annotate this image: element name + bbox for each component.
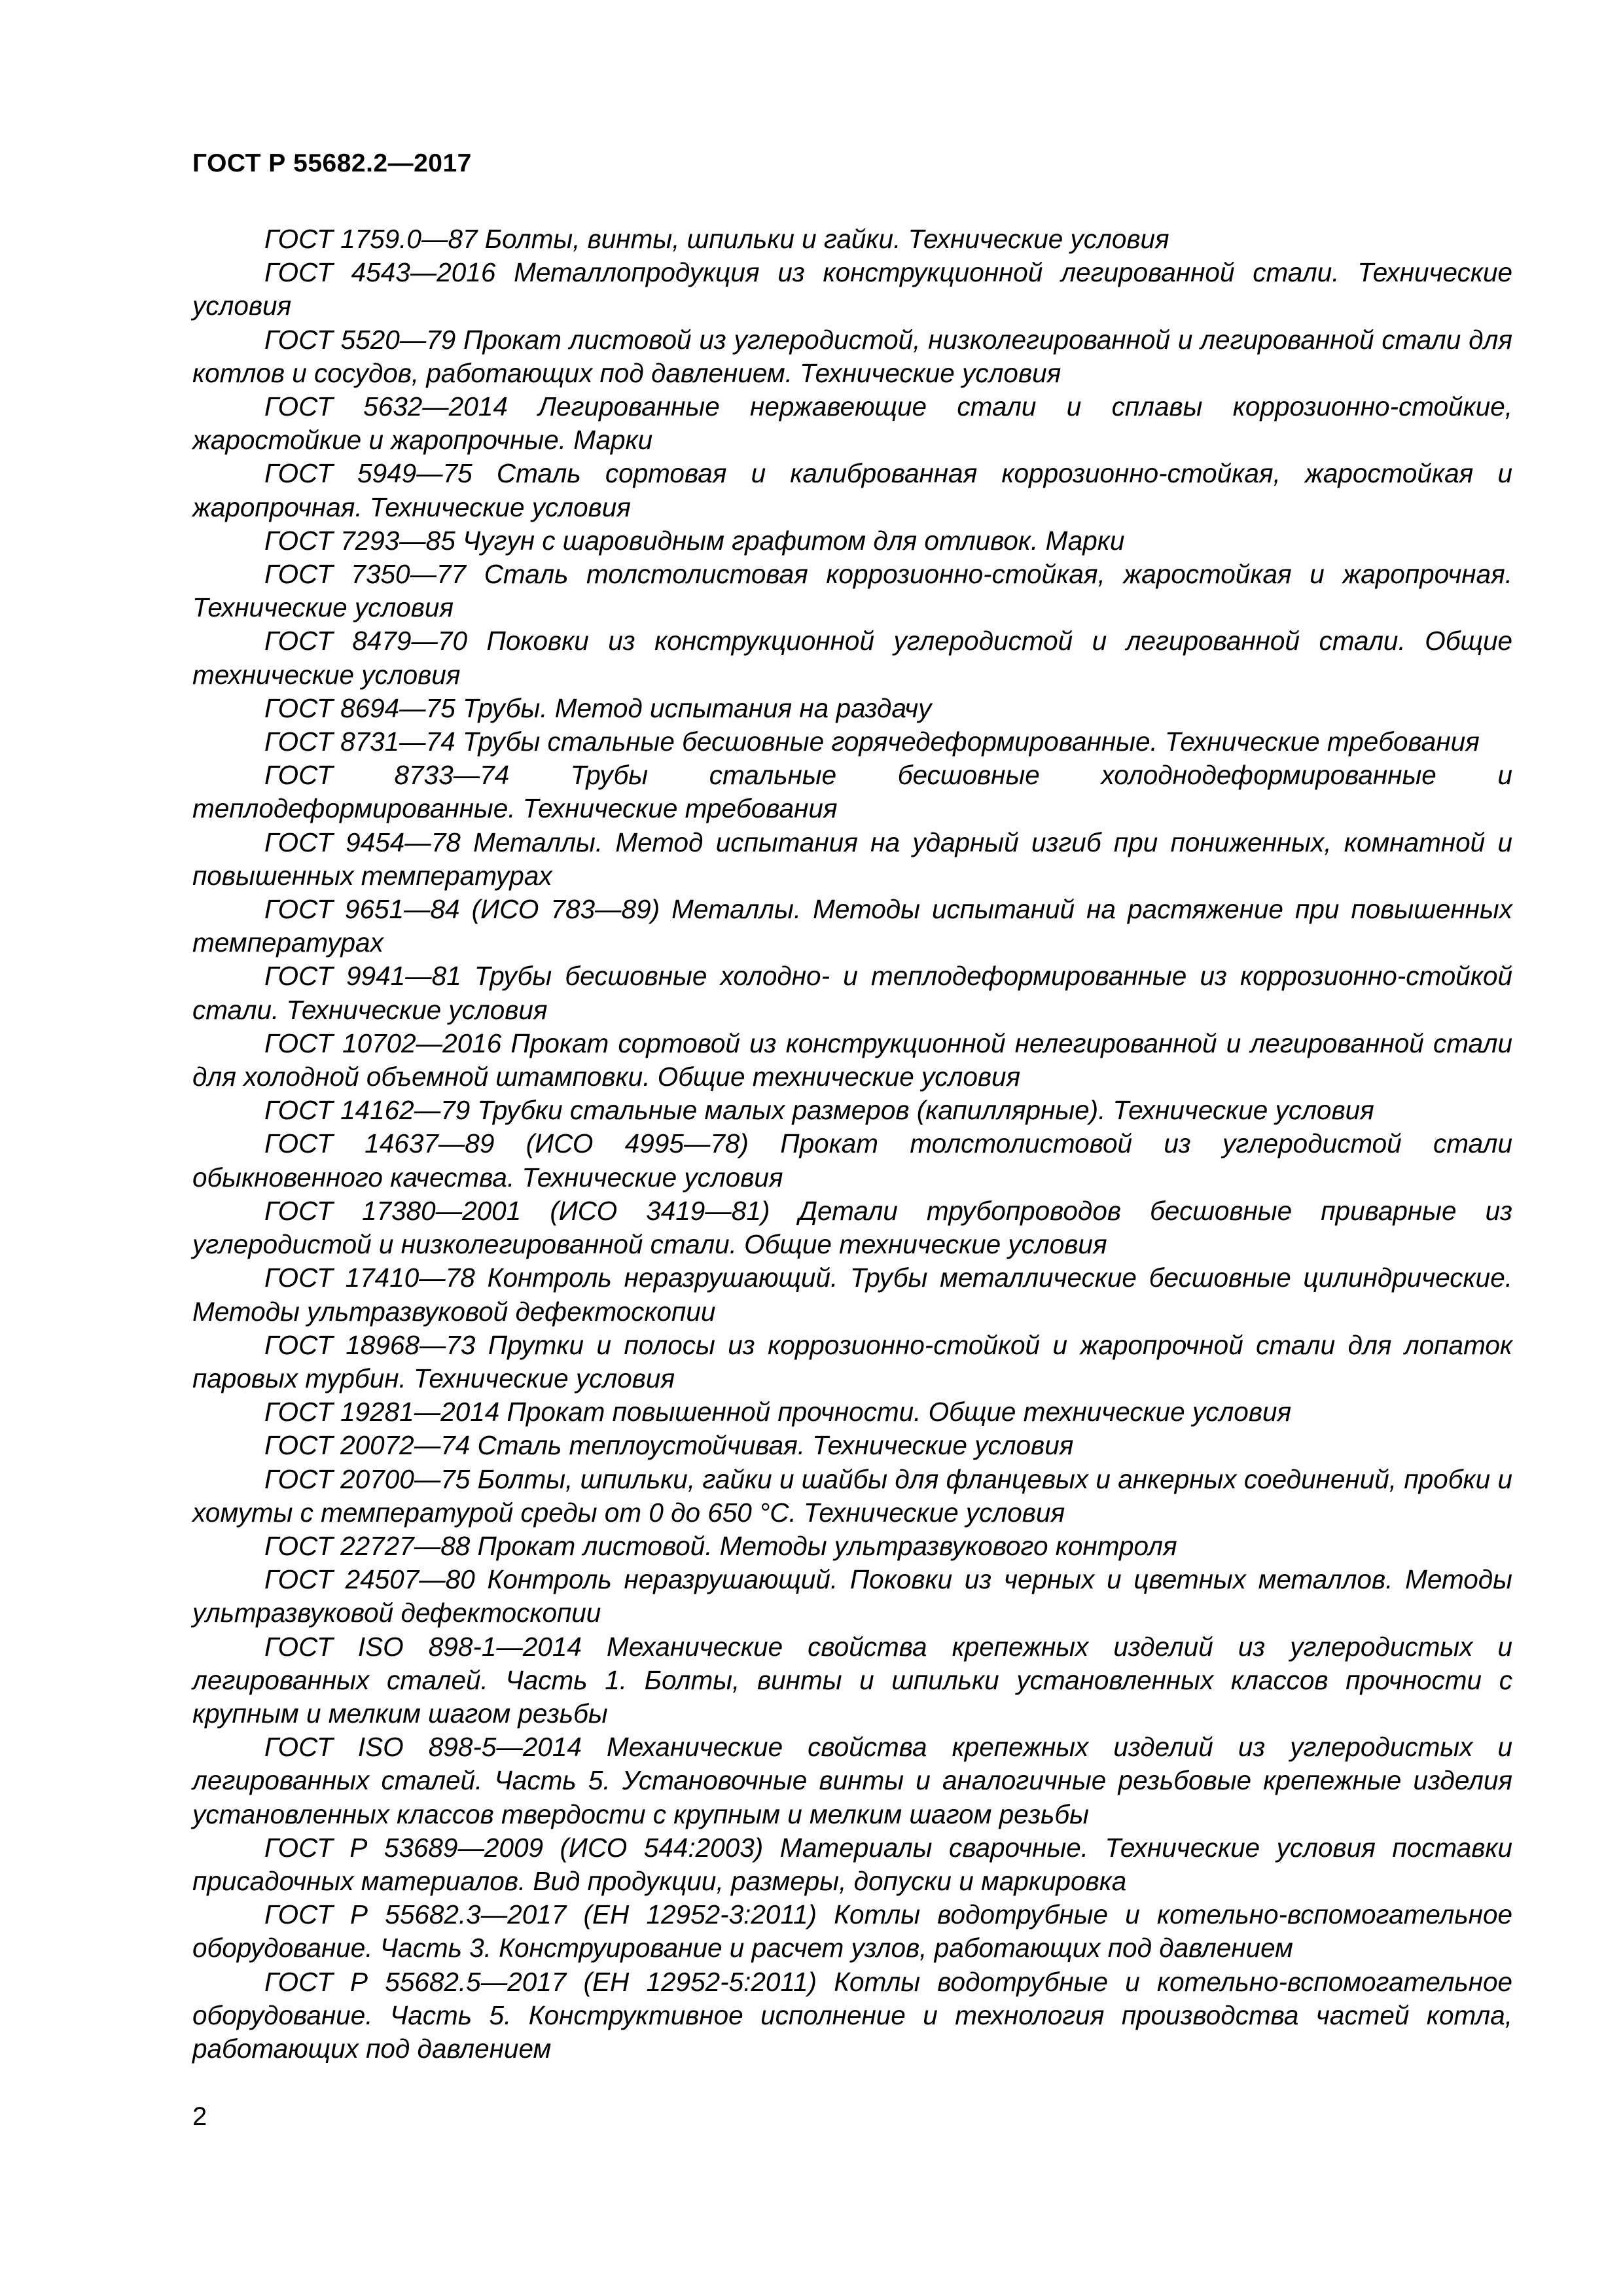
- reference-item: ГОСТ 5520—79 Прокат листовой из углеродистой, низколегированной и легированной стали для котлов и сосудов, работающих под давлением. Технические условия: [192, 324, 1512, 388]
- reference-item: ГОСТ 10702—2016 Прокат сортовой из конструкционной нелегированной и легированной стали для холодной объемной штамповки. Общие технические условия: [192, 1028, 1512, 1092]
- reference-item: ГОСТ 1759.0—87 Болты, винты, шпильки и гайки. Технические условия: [264, 224, 1169, 254]
- reference-item: ГОСТ 9651—84 (ИСО 783—89) Металлы. Методы испытаний на растяжение при повышенных температурах: [192, 894, 1512, 958]
- reference-item: ГОСТ 5632—2014 Легированные нержавеющие стали и сплавы коррозионно-стойкие, жаростойкие и жаропрочные. Марки: [192, 391, 1512, 456]
- reference-item: ГОСТ Р 55682.3—2017 (ЕН 12952-3:2011) Котлы водотрубные и котельно-вспомогательное оборудование. Часть 3. Конструирование и расчет узлов, работающих под давлением: [192, 1899, 1512, 1964]
- reference-item: ГОСТ 20700—75 Болты, шпильки, гайки и шайбы для фланцевых и анкерных соединений, пробки и хомуты с температурой среды от 0 до 650 °С. Технические условия: [192, 1463, 1512, 1528]
- reference-item: ГОСТ Р 53689—2009 (ИСО 544:2003) Материалы сварочные. Технические условия поставки присадочных материалов. Вид продукции, размеры, допуски и маркировка: [192, 1832, 1512, 1896]
- reference-item: ГОСТ 8479—70 Поковки из конструкционной углеродистой и легированной стали. Общие технические условия: [192, 626, 1512, 690]
- normative-references-list: [192, 223, 1512, 2066]
- reference-item: ГОСТ 22727—88 Прокат листовой. Методы ультразвукового контроля: [264, 1530, 1177, 1561]
- reference-item: ГОСТ 8733—74 Трубы стальные бесшовные холоднодеформированные и теплодеформированные. Технические требования: [192, 760, 1512, 824]
- reference-item: ГОСТ 8731—74 Трубы стальные бесшовные горячедеформированные. Технические требования: [264, 726, 1480, 757]
- reference-item: ГОСТ 17410—78 Контроль неразрушающий. Трубы металлические бесшовные цилиндрические. Методы ультразвуковой дефектоскопии: [192, 1263, 1512, 1327]
- reference-item: ГОСТ 8694—75 Трубы. Метод испытания на раздачу: [264, 692, 932, 723]
- reference-item: ГОСТ 24507—80 Контроль неразрушающий. Поковки из черных и цветных металлов. Методы ультразвуковой дефектоскопии: [192, 1564, 1512, 1628]
- reference-item: ГОСТ 20072—74 Сталь теплоустойчивая. Технические условия: [264, 1430, 1074, 1461]
- reference-item: ГОСТ 14637—89 (ИСО 4995—78) Прокат толстолистовой из углеродистой стали обыкновенного качества. Технические условия: [192, 1128, 1512, 1193]
- reference-item: ГОСТ ISO 898-5—2014 Механические свойства крепежных изделий из углеродистых и легированных сталей. Часть 5. Установочные винты и аналогичные резьбовые крепежные изделия установленных классов твердости с крупным и мелким шагом резьбы: [192, 1732, 1512, 1829]
- reference-item: ГОСТ 7293—85 Чугун с шаровидным графитом для отливок. Марки: [264, 525, 1125, 556]
- reference-item: ГОСТ 18968—73 Прутки и полосы из коррозионно-стойкой и жаропрочной стали для лопаток паровых турбин. Технические условия: [192, 1329, 1512, 1393]
- reference-item: ГОСТ 9941—81 Трубы бесшовные холодно- и теплодеформированные из коррозионно-стойкой стали. Технические условия: [192, 961, 1512, 1025]
- reference-item: ГОСТ 19281—2014 Прокат повышенной прочности. Общие технические условия: [264, 1397, 1292, 1427]
- reference-item: ГОСТ 5949—75 Сталь сортовая и калиброванная коррозионно-стойкая, жаростойкая и жаропрочная. Технические условия: [192, 458, 1512, 522]
- reference-item: ГОСТ 17380—2001 (ИСО 3419—81) Детали трубопроводов бесшовные приварные из углеродистой и низколегированной стали. Общие технические условия: [192, 1195, 1512, 1260]
- reference-item: ГОСТ 4543—2016 Металлопродукция из конструкционной легированной стали. Технические условия: [192, 257, 1512, 321]
- reference-item: ГОСТ Р 55682.5—2017 (ЕН 12952-5:2011) Котлы водотрубные и котельно-вспомогательное оборудование. Часть 5. Конструктивное исполнение и технология производства частей котла, работающих под давлением: [192, 1966, 1512, 2064]
- reference-item: ГОСТ 9454—78 Металлы. Метод испытания на ударный изгиб при пониженных, комнатной и повышенных температурах: [192, 827, 1512, 891]
- reference-item: ГОСТ 14162—79 Трубки стальные малых размеров (капиллярные). Технические условия: [264, 1095, 1374, 1126]
- page-number: 2: [192, 2102, 207, 2131]
- document-code-header: ГОСТ Р 55682.2—2017: [192, 149, 472, 177]
- reference-item: ГОСТ ISO 898-1—2014 Механические свойства крепежных изделий из углеродистых и легированных сталей. Часть 1. Болты, винты и шпильки установленных классов прочности с крупным и мелким шагом резьбы: [192, 1631, 1512, 1729]
- reference-item: ГОСТ 7350—77 Сталь толстолистовая коррозионно-стойкая, жаростойкая и жаропрочная. Технические условия: [192, 559, 1512, 623]
